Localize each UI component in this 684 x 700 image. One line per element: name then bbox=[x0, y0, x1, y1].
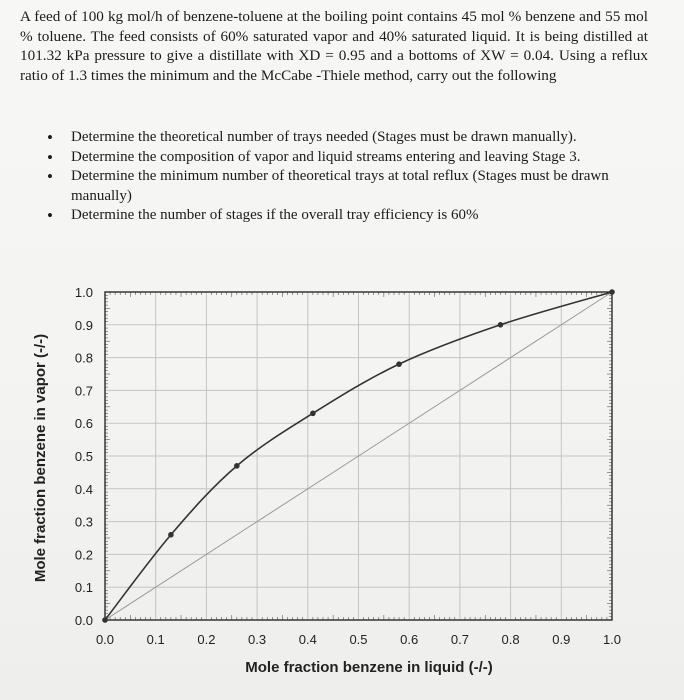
x-tick-label: 0.6 bbox=[400, 632, 419, 647]
x-tick-label: 0.3 bbox=[248, 632, 267, 647]
y-tick-label: 0.3 bbox=[74, 514, 93, 530]
y-tick-label: 0.2 bbox=[74, 547, 93, 563]
x-tick-label: 0.5 bbox=[349, 632, 368, 647]
equilibrium-point bbox=[310, 411, 316, 417]
x-tick-label: 0.8 bbox=[501, 632, 520, 647]
x-tick-label: 1.0 bbox=[602, 632, 622, 647]
y-tick-label: 0.0 bbox=[74, 613, 93, 628]
y-tick-label: 0.7 bbox=[74, 383, 93, 399]
equilibrium-point bbox=[396, 361, 402, 367]
x-tick-label: 0.9 bbox=[552, 632, 571, 647]
x-axis-title: Mole fraction benzene in liquid (-/-) bbox=[245, 659, 493, 676]
x-tick-label: 0.7 bbox=[450, 632, 469, 647]
equilibrium-point bbox=[609, 289, 615, 295]
task-item: • Determine the minimum number of theoretical trays at total reflux (Stages must be drawn manually) bbox=[47, 167, 647, 206]
x-tick-label: 0.4 bbox=[298, 632, 317, 647]
y-tick-label: 0.4 bbox=[74, 481, 93, 497]
task-list bbox=[47, 128, 647, 226]
y-tick-label: 1.0 bbox=[74, 285, 93, 300]
task-item: • Determine the composition of vapor and liquid streams entering and leaving Stage 3. bbox=[47, 148, 647, 168]
task-item: • Determine the theoretical number of trays needed (Stages must be drawn manually). bbox=[47, 128, 647, 148]
y-tick-label: 0.1 bbox=[74, 580, 93, 596]
equilibrium-point bbox=[498, 322, 504, 328]
x-tick-label: 0.1 bbox=[146, 632, 165, 647]
x-tick-label: 0.0 bbox=[95, 632, 115, 647]
y-tick-label: 0.6 bbox=[74, 416, 93, 432]
y-tick-label: 0.8 bbox=[74, 350, 93, 366]
x-tick-label: 0.2 bbox=[197, 632, 216, 647]
equilibrium-point bbox=[234, 463, 240, 469]
equilibrium-point bbox=[102, 617, 108, 623]
y-tick-label: 0.9 bbox=[74, 317, 93, 333]
y-axis-title: Mole fraction benzene in vapor (-/-) bbox=[32, 333, 49, 583]
vle-diagram bbox=[0, 270, 684, 690]
problem-intro: A feed of 100 kg mol/h of benzene-toluene at the boiling point contains 45 mol % benzene and 55 mol % toluene. The feed consists of 60% saturated vapor and 40% saturated liquid. It is being distilled at 101.32 kPa pressure to give a distillate with XD = 0.95 and a bottoms of XW = 0.04. Using a reflux ratio of 1.3 times the minimum and the McCabe -Thiele method, carry out the following bbox=[20, 8, 648, 84]
y-tick-label: 0.5 bbox=[74, 449, 93, 464]
y-tick-labels bbox=[75, 285, 93, 628]
equilibrium-point bbox=[168, 532, 174, 538]
problem-statement bbox=[20, 7, 648, 85]
x-tick-labels bbox=[96, 632, 621, 647]
task-item: • Determine the number of stages if the overall tray efficiency is 60% bbox=[47, 206, 647, 226]
